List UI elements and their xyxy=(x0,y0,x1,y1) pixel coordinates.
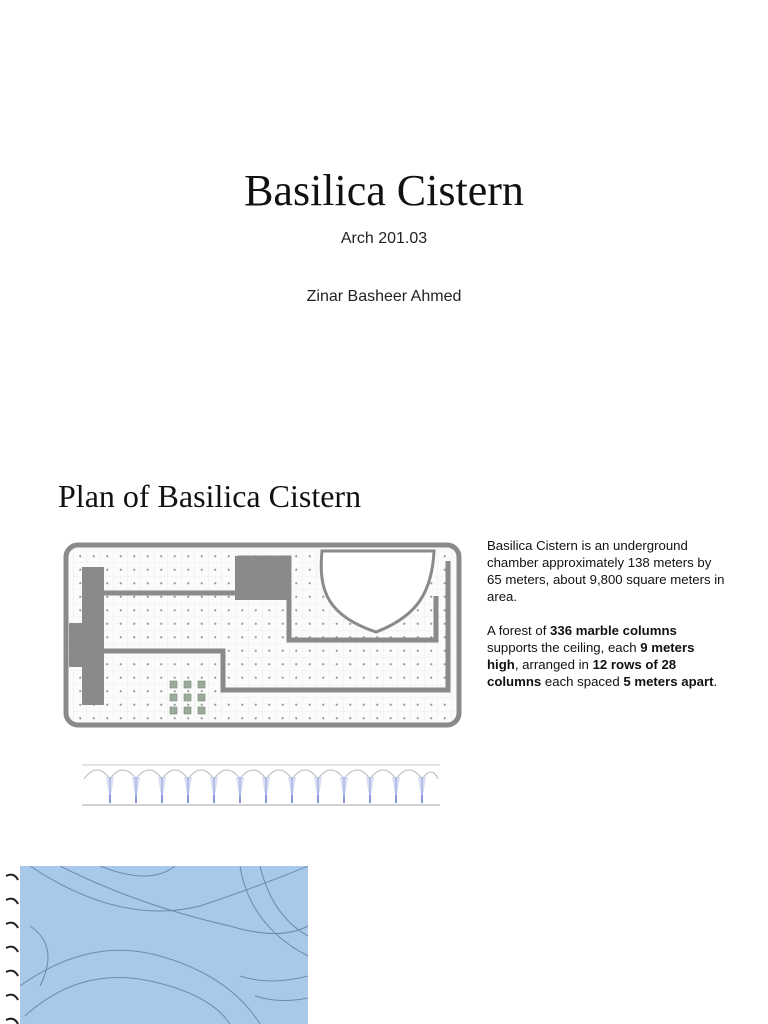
author-name: Zinar Basheer Ahmed xyxy=(306,288,462,305)
cistern-plan-drawing xyxy=(60,536,465,732)
description-paragraph-1: Basilica Cistern is an underground chamber approximately 138 meters by 65 meters, about 9,800 square meters in area. xyxy=(487,538,725,604)
course-code: Arch 201.03 xyxy=(340,230,428,247)
plan-heading: Plan of Basilica Cistern xyxy=(58,478,362,514)
document-title: Basilica Cistern xyxy=(244,166,524,215)
plan-description xyxy=(487,537,727,707)
cistern-section-drawing xyxy=(80,755,442,813)
description-paragraph-2: A forest of 336 marble columns supports the ceiling, each 9 meters high, arranged in 12 rows of 28 columns each spaced 5 meters apart. xyxy=(487,623,718,689)
vault-sketch-image xyxy=(0,866,308,1024)
